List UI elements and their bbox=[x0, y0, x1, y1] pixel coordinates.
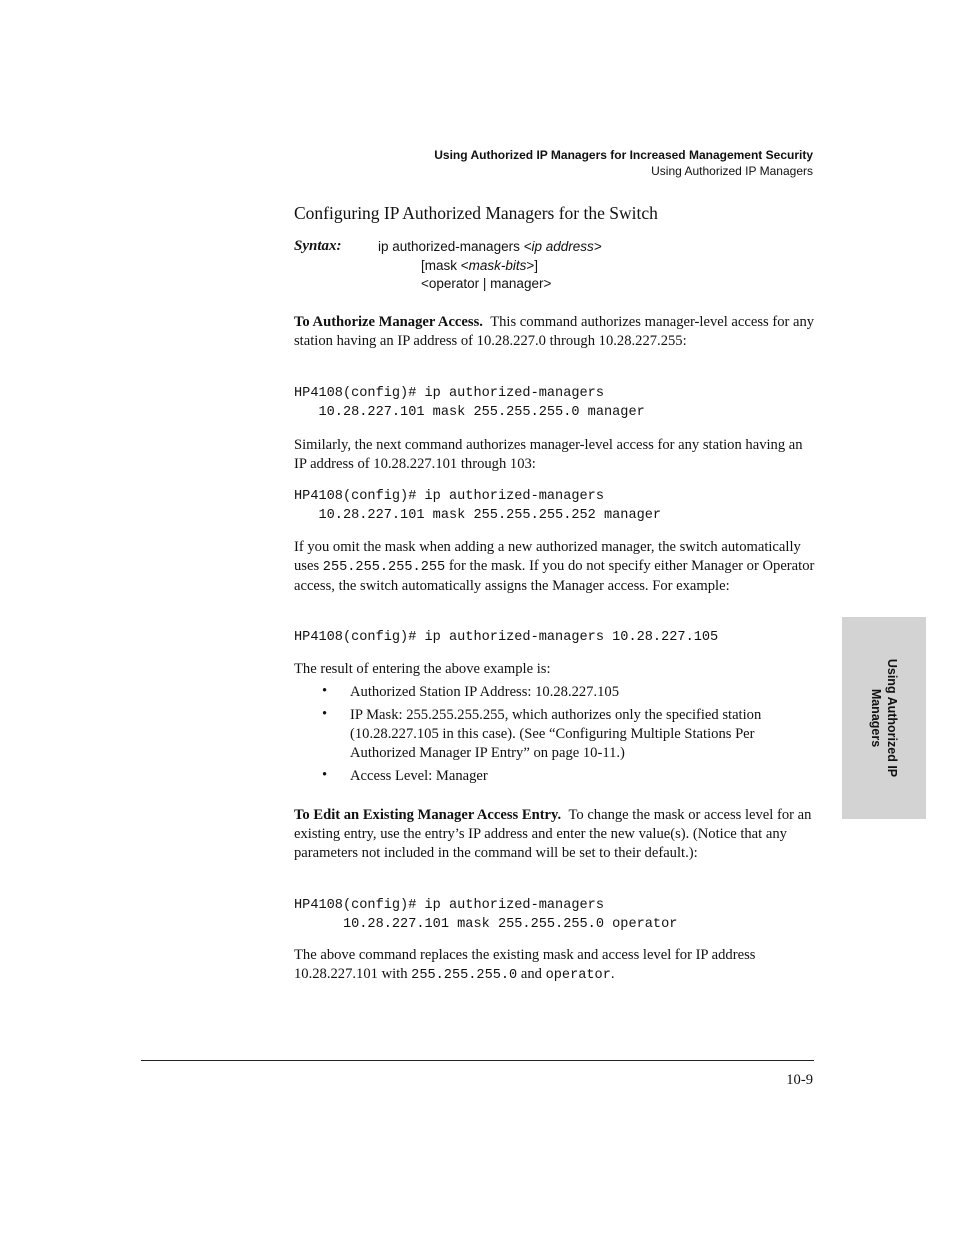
chapter-side-tab bbox=[842, 617, 926, 819]
bullet-ip-mask: IP Mask: 255.255.255.255, which authorizes only the specified station (10.28.227.105 in this case). (See “Configuring Multiple Stations Per Authorized Manager IP Entry” on page 10-11.) bbox=[350, 707, 762, 761]
running-header-section: Using Authorized IP Managers bbox=[651, 164, 813, 178]
footer-rule bbox=[141, 1060, 814, 1061]
omit-mask-paragraph: If you omit the mask when adding a new authorized manager, the switch automatically uses 255.255.255.255 for the mask. If you do not specify either Manager or Operator access, the switch automatically assigns the Manager access. For example: bbox=[294, 539, 815, 594]
syntax-line-1: ip authorized-managers <ip address> bbox=[378, 239, 602, 254]
edit-heading: To Edit an Existing Manager Access Entry. bbox=[294, 807, 562, 823]
bullet-marker: • bbox=[322, 767, 328, 783]
similarly-paragraph: Similarly, the next command authorizes manager-level access for any station having an IP address of 10.28.227.101 through 103: bbox=[294, 437, 803, 472]
edit-paragraph: To Edit an Existing Manager Access Entry. To change the mask or access level for an existing entry, use the entry’s IP address and enter the new value(s). (Notice that any parameters not included in the command will be set to their default.): bbox=[294, 807, 812, 861]
syntax-label: Syntax: bbox=[294, 238, 342, 254]
replace-paragraph: The above command replaces the existing mask and access level for IP address 10.28.227.101 with 255.255.255.0 and operator. bbox=[294, 947, 756, 983]
bullet-marker: • bbox=[322, 683, 328, 699]
code-example-1: HP4108(config)# ip authorized-managers 10.28.227.101 mask 255.255.255.0 manager bbox=[294, 386, 645, 420]
bullet-access-level: Access Level: Manager bbox=[350, 768, 488, 784]
page-number: 10-9 bbox=[786, 1072, 813, 1088]
code-example-3: HP4108(config)# ip authorized-managers 10.28.227.105 bbox=[294, 630, 719, 645]
section-title: Configuring IP Authorized Managers for the Switch bbox=[294, 203, 658, 223]
bullet-station-address: Authorized Station IP Address: 10.28.227.105 bbox=[350, 684, 620, 700]
code-example-4: HP4108(config)# ip authorized-managers 10.28.227.101 mask 255.255.255.0 operator bbox=[294, 898, 678, 932]
running-header-chapter: Using Authorized IP Managers for Increased Management Security bbox=[434, 148, 813, 162]
syntax-line-3: <operator | manager> bbox=[421, 276, 552, 291]
side-tab-label: Using Authorized IP Managers bbox=[869, 658, 899, 778]
code-example-2: HP4108(config)# ip authorized-managers 10.28.227.101 mask 255.255.255.252 manager bbox=[294, 489, 662, 523]
bullet-marker: • bbox=[322, 706, 328, 722]
authorize-heading: To Authorize Manager Access. bbox=[294, 314, 483, 330]
authorize-paragraph: To Authorize Manager Access. This command authorizes manager-level access for any station having an IP address of 10.28.227.0 through 10.28.227.255: bbox=[294, 314, 815, 349]
syntax-line-2: [mask <mask-bits>] bbox=[421, 258, 539, 273]
result-intro: The result of entering the above example is: bbox=[294, 661, 551, 677]
